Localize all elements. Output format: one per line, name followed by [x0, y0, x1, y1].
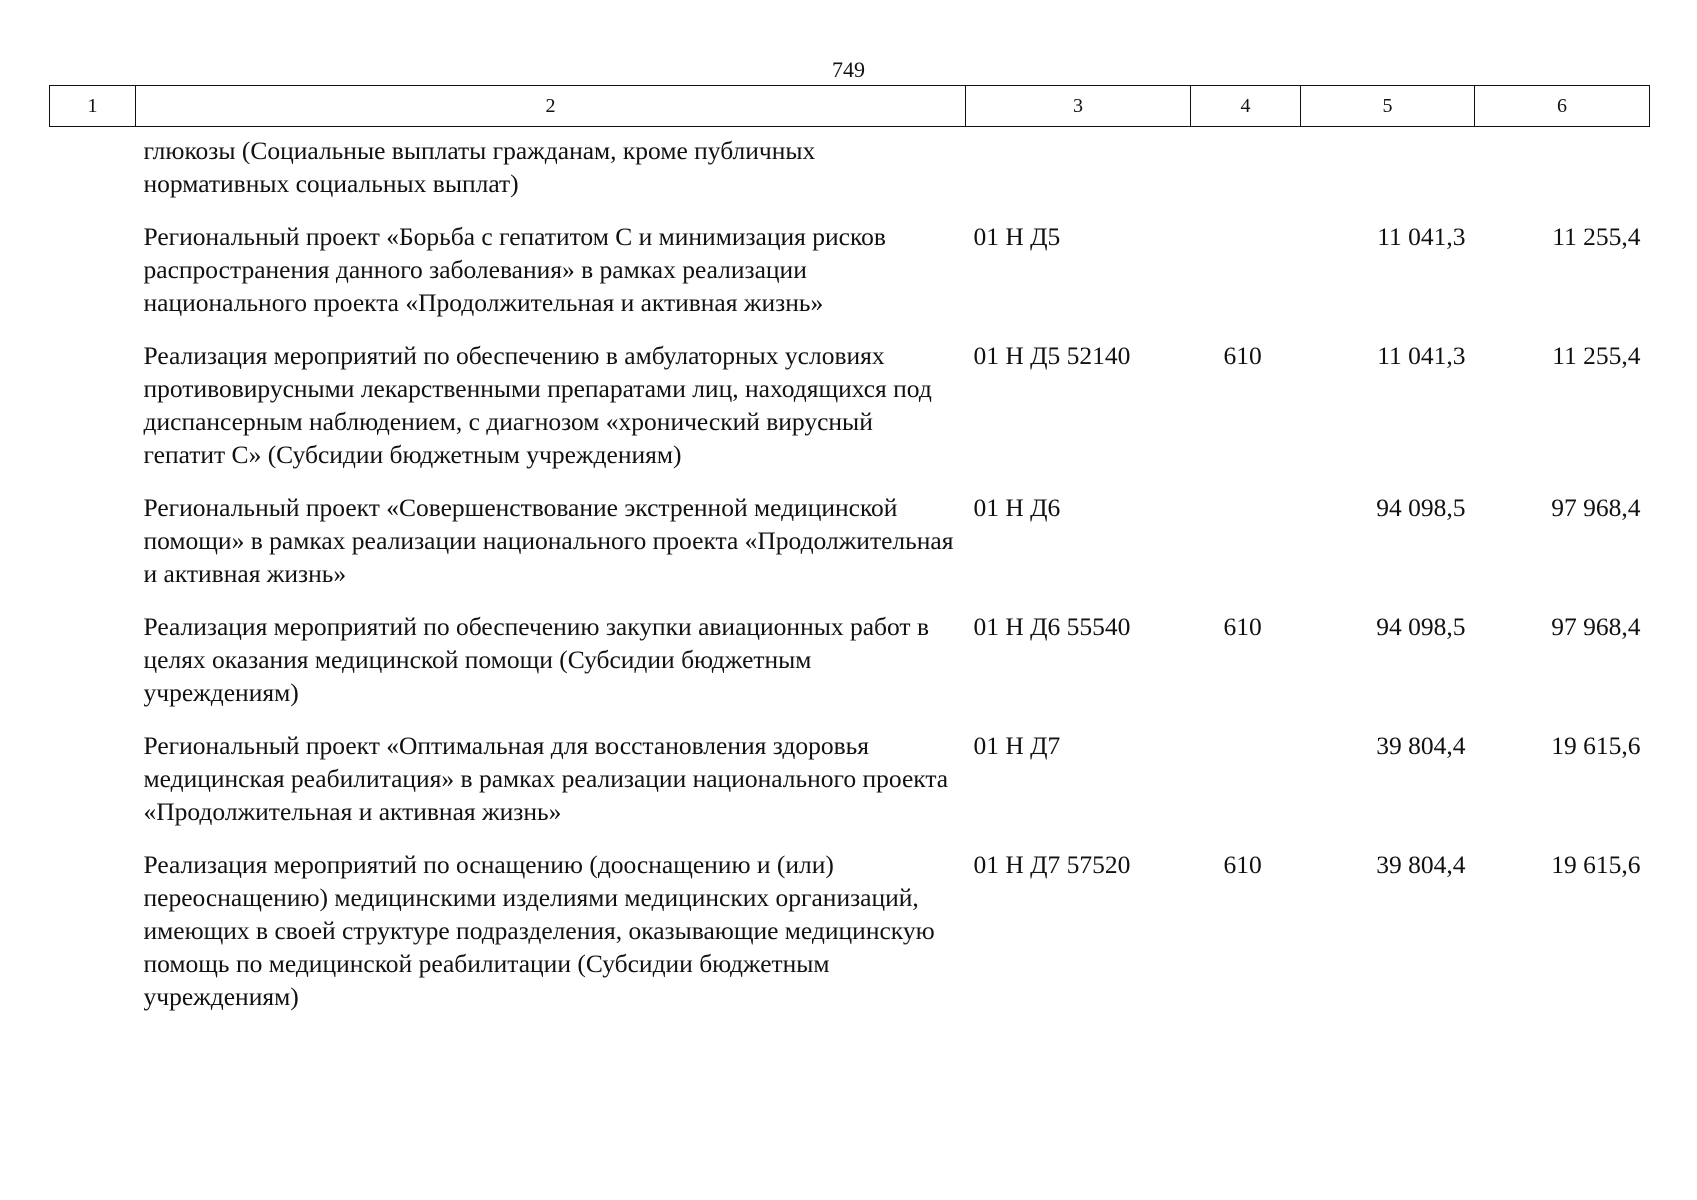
table-row [50, 848, 1650, 1033]
row-description: Реализация мероприятий по обеспечению закупки авиационных работ в целях оказания медицинской помощи (Субсидии бюджетным учреждениям) [143, 612, 929, 707]
row-code: 01 Н Д6 [973, 493, 1061, 522]
row-amount-6: 97 968,4 [1551, 612, 1641, 641]
row-amount-5: 11 041,3 [1377, 222, 1466, 251]
row-amount-5 [1301, 127, 1475, 221]
row-col1 [50, 220, 136, 339]
row-col1 [50, 848, 136, 1033]
row-code: 01 Н Д6 55540 [973, 612, 1131, 641]
row-amount-6 [1475, 127, 1650, 221]
row-amount-5: 39 804,4 [1376, 850, 1466, 879]
table-row [50, 491, 1650, 610]
row-expense-type [1191, 729, 1301, 848]
row-col1 [50, 127, 136, 221]
row-amount-5: 39 804,4 [1376, 731, 1466, 760]
row-col1 [50, 610, 136, 729]
budget-table [49, 85, 1650, 1033]
row-expense-type [1191, 491, 1301, 610]
column-header-3: 3 [966, 86, 1191, 127]
budget-table-container [49, 85, 1649, 1033]
row-code: 01 Н Д7 [973, 731, 1061, 760]
column-header-2: 2 [136, 86, 966, 127]
row-code: 01 Н Д5 52140 [973, 341, 1131, 370]
row-amount-5: 94 098,5 [1376, 493, 1466, 522]
row-description: Региональный проект «Борьба с гепатитом С и минимизация рисков распространения данного заболевания» в рамках реализации национального проекта «Продолжительная и активная жизнь» [143, 222, 886, 317]
row-amount-5: 94 098,5 [1376, 612, 1466, 641]
row-amount-6: 11 255,4 [1552, 222, 1641, 251]
header-row [50, 86, 1650, 127]
row-expense-type: 610 [1223, 341, 1262, 370]
column-header-6: 6 [1475, 86, 1650, 127]
row-code: 01 Н Д7 57520 [973, 850, 1131, 879]
row-description: Реализация мероприятий по оснащению (дооснащению и (или) переоснащению) медицинскими изделиями медицинских организаций, имеющих в своей структуре подразделения, оказывающие медицинскую помощь по медицинской реабилитации (Субсидии бюджетным учреждениям) [143, 850, 935, 1011]
row-expense-type [1191, 127, 1301, 221]
row-expense-type: 610 [1223, 850, 1262, 879]
row-expense-type: 610 [1223, 612, 1262, 641]
table-row [50, 729, 1650, 848]
page-number: 749 [832, 57, 865, 82]
table-header [50, 86, 1650, 127]
table-row [50, 220, 1650, 339]
column-header-1: 1 [50, 86, 136, 127]
table-row [50, 339, 1650, 491]
row-code [966, 127, 1191, 221]
row-col1 [50, 339, 136, 491]
row-amount-6: 97 968,4 [1551, 493, 1641, 522]
column-header-5: 5 [1301, 86, 1475, 127]
row-amount-6: 19 615,6 [1551, 850, 1641, 879]
row-description: Региональный проект «Совершенствование экстренной медицинской помощи» в рамках реализации национального проекта «Продолжительная и активная жизнь» [143, 493, 954, 588]
table-row [50, 610, 1650, 729]
row-description: глюкозы (Социальные выплаты гражданам, кроме публичных нормативных социальных выплат) [143, 136, 816, 198]
row-description: Региональный проект «Оптимальная для восстановления здоровья медицинская реабилитация» в рамках реализации национального проекта «Продолжительная и активная жизнь» [143, 731, 949, 826]
column-header-4: 4 [1191, 86, 1301, 127]
table-body [50, 127, 1650, 1034]
row-amount-6: 11 255,4 [1552, 341, 1641, 370]
row-col1 [50, 491, 136, 610]
row-col1 [50, 729, 136, 848]
row-amount-6: 19 615,6 [1551, 731, 1641, 760]
row-expense-type [1191, 220, 1301, 339]
row-amount-5: 11 041,3 [1377, 341, 1466, 370]
row-code: 01 Н Д5 [973, 222, 1061, 251]
row-description: Реализация мероприятий по обеспечению в амбулаторных условиях противовирусными лекарственными препаратами лиц, находящихся под диспансерным наблюдением, с диагнозом «хронический вирусный гепатит С» (Субсидии бюджетным учреждениям) [143, 341, 932, 469]
table-row [50, 127, 1650, 221]
